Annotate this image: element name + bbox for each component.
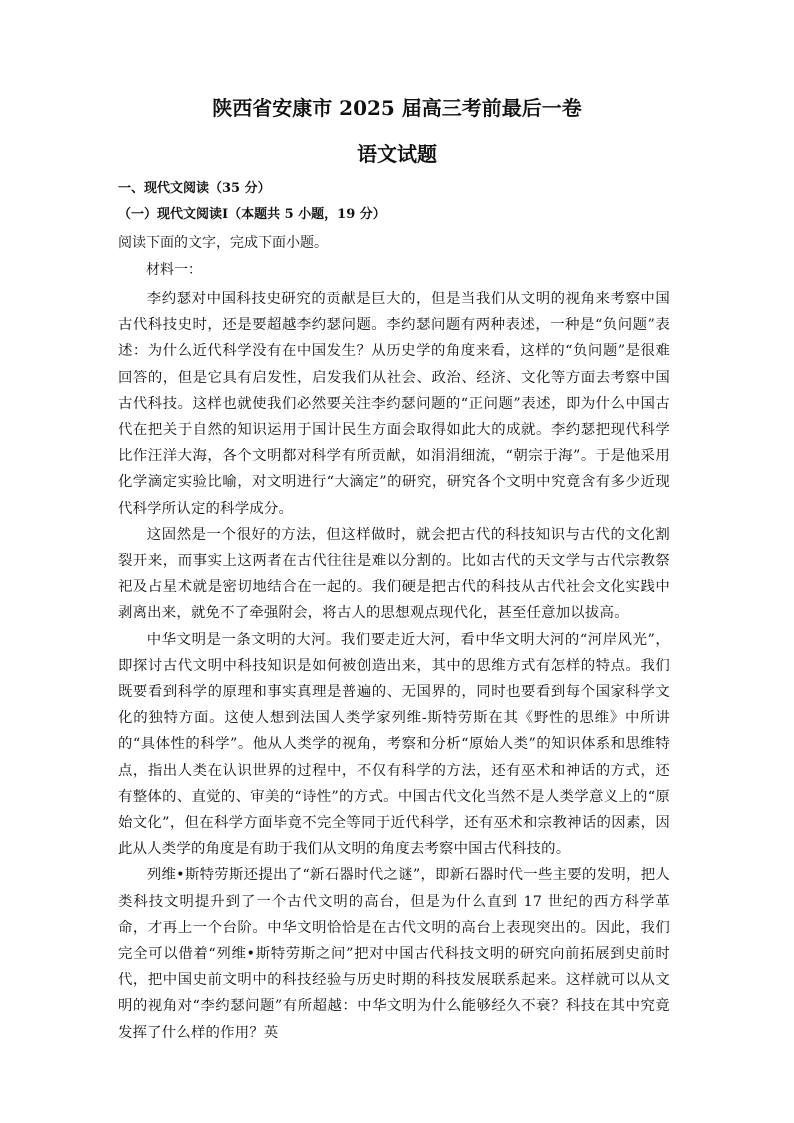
reading-passage [118,286,670,1046]
paragraph-3: 中华文明是一条文明的大河。我们要走近大河，看中华文明大河的“河岸风光”，即探讨古代文明中科技知识是如何被创造出来，其中的思维方式有怎样的特点。我们既要看到科学的原理和事实真理是普遍的、无国界的，同时也要看到每个国家科学文化的独特方面。这使人想到法国人类学家列维-斯特劳斯在其《野性的思维》中所讲的“具体性的科学”。他从人类学的视角，考察和分析“原始人类”的知识体系和思维特点，指出人类在认识世界的过程中，不仅有科学的方法，还有巫术和神话的方式，还有整体的、直觉的、审美的“诗性”的方式。中国古代文化当然不是人类学意义上的“原始文化”，但在科学方面毕竟不完全等同于近代科学，还有巫术和宗教神话的因素，因此从人类学的角度是有助于我们从文明的角度去考察中国古代科技的。 [118,631,670,858]
paragraph-1: 李约瑟对中国科技史研究的贡献是巨大的，但是当我们从文明的视角来考察中国古代科技史时，还是要超越李约瑟问题。李约瑟问题有两种表述，一种是“负问题”表述：为什么近代科学没有在中国发生？从历史学的角度来看，这样的“负问题”是很难回答的，但是它具有启发性，启发我们从社会、政治、经济、文化等方面去考察中国古代科技。这样也就使我们必然要关注李约瑟问题的“正问题”表述，即为什么中国古代在把关于自然的知识运用于国计民生方面会取得如此大的成就。李约瑟把现代科学比作汪洋大海，各个文明都对科学有所贡献，如涓涓细流，“朝宗于海”。于是他采用化学滴定实验比喻，对文明进行“大滴定”的研究，研究各个文明中究竟含有多少近现代科学所认定的科学成分。 [118,291,670,517]
instruction-text: 阅读下面的文字，完成下面小题。 [118,235,328,251]
material-label: 材料一： [146,262,202,278]
sub-heading: （一）现代文阅读Ⅰ（本题共 5 小题，19 分） [118,207,386,222]
exam-title: 陕西省安康市 2025 届高三考前最后一卷 [212,96,582,120]
part-heading: 一、现代文阅读（35 分） [118,181,271,196]
exam-subtitle: 语文试题 [357,142,437,166]
paragraph-2: 这固然是一个很好的方法，但这样做时，就会把古代的科技知识与古代的文化割裂开来，而事实上这两者在古代往往是难以分割的。比如古代的天文学与古代宗教祭祀及占星术就是密切地结合在一起的。我们硬是把古代的科技从古代社会文化实践中剥离出来，就免不了牵强附会，将古人的思想观点现代化，甚至任意加以拔高。 [118,526,670,622]
paragraph-4: 列维•斯特劳斯还提出了“新石器时代之谜”，即新石器时代一些主要的发明，把人类科技文明提升到了一个古代文明的高台，但是为什么直到 17 世纪的西方科学革命，才再上一个台阶。中华文明恰恰是在古代文明的高台上表现突出的。因此，我们完全可以借着“列维•斯特劳斯之问”把对中国古代科技文明的研究向前拓展到史前时代，把中国史前文明中的科技经验与历史时期的科技发展联系起来。这样就可以从文明的视角对“李约瑟问题”有所超越：中华文明为什么能够经久不衰？科技在其中究竟发挥了什么样的作用？英 [118,867,670,1041]
